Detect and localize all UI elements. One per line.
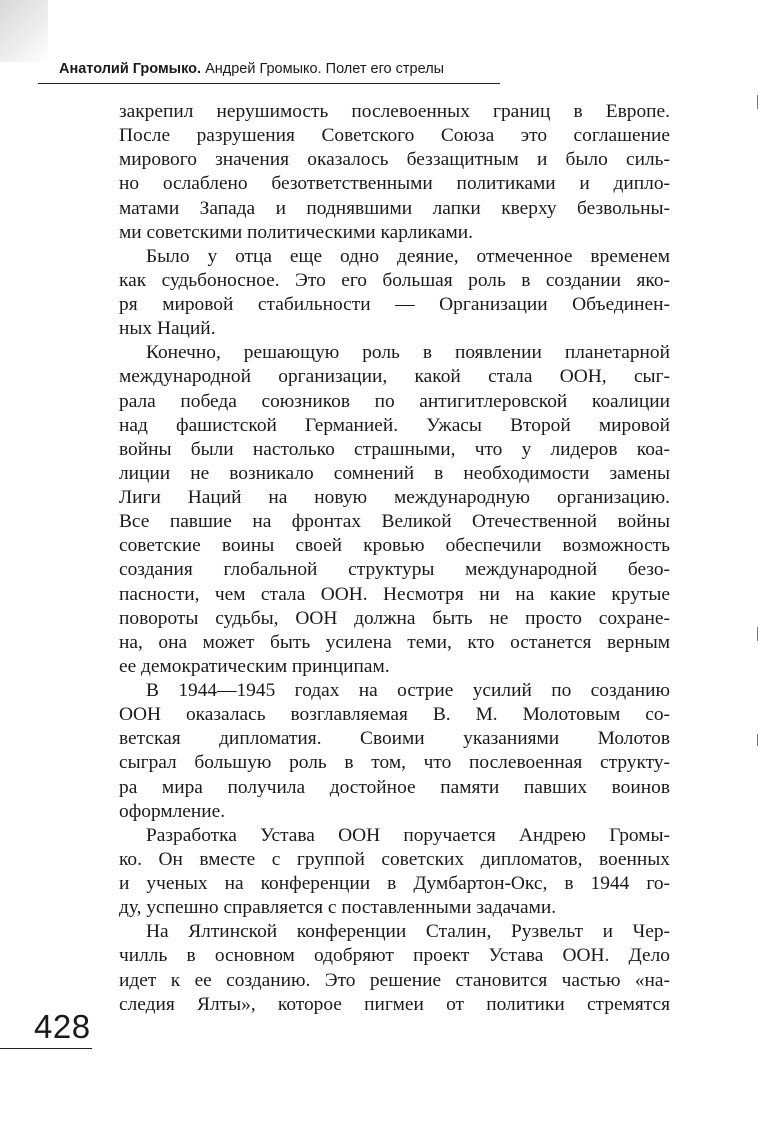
text-line: повороты судьбы, ООН должна быть не просто сохране- [119, 607, 670, 629]
text-line: ра мира получила достойное памяти павших воинов [119, 776, 670, 798]
footer-divider [0, 1048, 92, 1049]
text-line: как судьбоносное. Это его большая роль в создании яко- [119, 269, 670, 291]
text-line: но ослаблено безответственными политиками и дипло- [119, 173, 670, 195]
text-line: на, она может быть усилена теми, кто останется верным [119, 631, 670, 653]
text-line: Лиги Наций на новую международную организацию. [119, 487, 670, 508]
page-number: 428 [34, 1008, 91, 1045]
text-line: над фашистской Германией. Ужасы Второй мировой [119, 414, 670, 436]
text-line: идет к ее созданию. Это решение становится частью «на- [119, 969, 670, 991]
text-line: Все павшие на фронтах Великой Отечественной войны [119, 511, 670, 533]
scan-shadow [0, 0, 48, 62]
header-book-title: Андрей Громыко. Полет его стрелы [205, 61, 445, 77]
running-header [59, 61, 444, 77]
text-line: Было у отца еще одно деяние, отмеченное временем [146, 245, 670, 267]
text-line: оформление. [119, 800, 226, 822]
text-line: матами Запада и поднявшими лапки кверху безвольны- [119, 197, 670, 219]
text-line: ря мировой стабильности — Организации Объединен- [119, 294, 670, 315]
text-line: ду, успешно справляется с поставленными задачами. [119, 897, 557, 919]
text-line: ко. Он вместе с группой советских дипломатов, военных [119, 848, 670, 870]
header-divider [38, 83, 500, 84]
text-line: ООН оказалась возглавляемая В. М. Молотовым со- [119, 704, 670, 726]
scan-artifact [757, 734, 758, 746]
text-line: ветская дипломатия. Своими указаниями Молотов [119, 728, 670, 750]
text-line: международной организации, какой стала ООН, сыг- [119, 366, 670, 388]
scan-artifact [757, 627, 758, 641]
text-line: лиции не возникало сомнений в необходимости замены [119, 462, 670, 484]
text-line: войны были настолько страшными, что у лидеров коа- [119, 438, 670, 460]
text-line: ее демократическим принципам. [119, 655, 390, 677]
scan-artifact [757, 95, 758, 109]
text-line: чилль в основном одобряют проект Устава ООН. Дело [119, 945, 670, 967]
text-line: следия Ялты», которое пигмеи от политики стремятся [119, 993, 670, 1015]
text-line: ми советскими политическими карликами. [119, 221, 473, 243]
text-line: В 1944—1945 годах на острие усилий по созданию [146, 680, 670, 701]
text-line: После разрушения Советского Союза это соглашение [119, 125, 670, 147]
text-line: ных Наций. [119, 318, 216, 340]
text-line: пасности, чем стала ООН. Несмотря ни на какие крутые [119, 583, 670, 605]
text-line: и ученых на конференции в Думбартон-Окс, в 1944 го- [119, 873, 670, 894]
text-line: мирового значения оказалось беззащитным и было силь- [119, 149, 670, 171]
text-line: На Ялтинской конференции Сталин, Рузвельт и Чер- [146, 921, 670, 943]
text-line: сыграл большую роль в том, что послевоенная структу- [119, 752, 670, 774]
header-author: Анатолий Громыко. [59, 61, 202, 77]
text-line: Конечно, решающую роль в появлении планетарной [146, 342, 670, 364]
text-line: закрепил нерушимость послевоенных границ в Европе. [119, 101, 670, 122]
text-line: рала победа союзников по антигитлеровской коалиции [119, 390, 670, 412]
text-line: советские воины своей кровью обеспечили возможность [119, 535, 670, 557]
text-line: создания глобальной структуры международной безо- [119, 559, 670, 581]
text-line: Разработка Устава ООН поручается Андрею Громы- [146, 824, 670, 846]
body-text [119, 100, 670, 1017]
